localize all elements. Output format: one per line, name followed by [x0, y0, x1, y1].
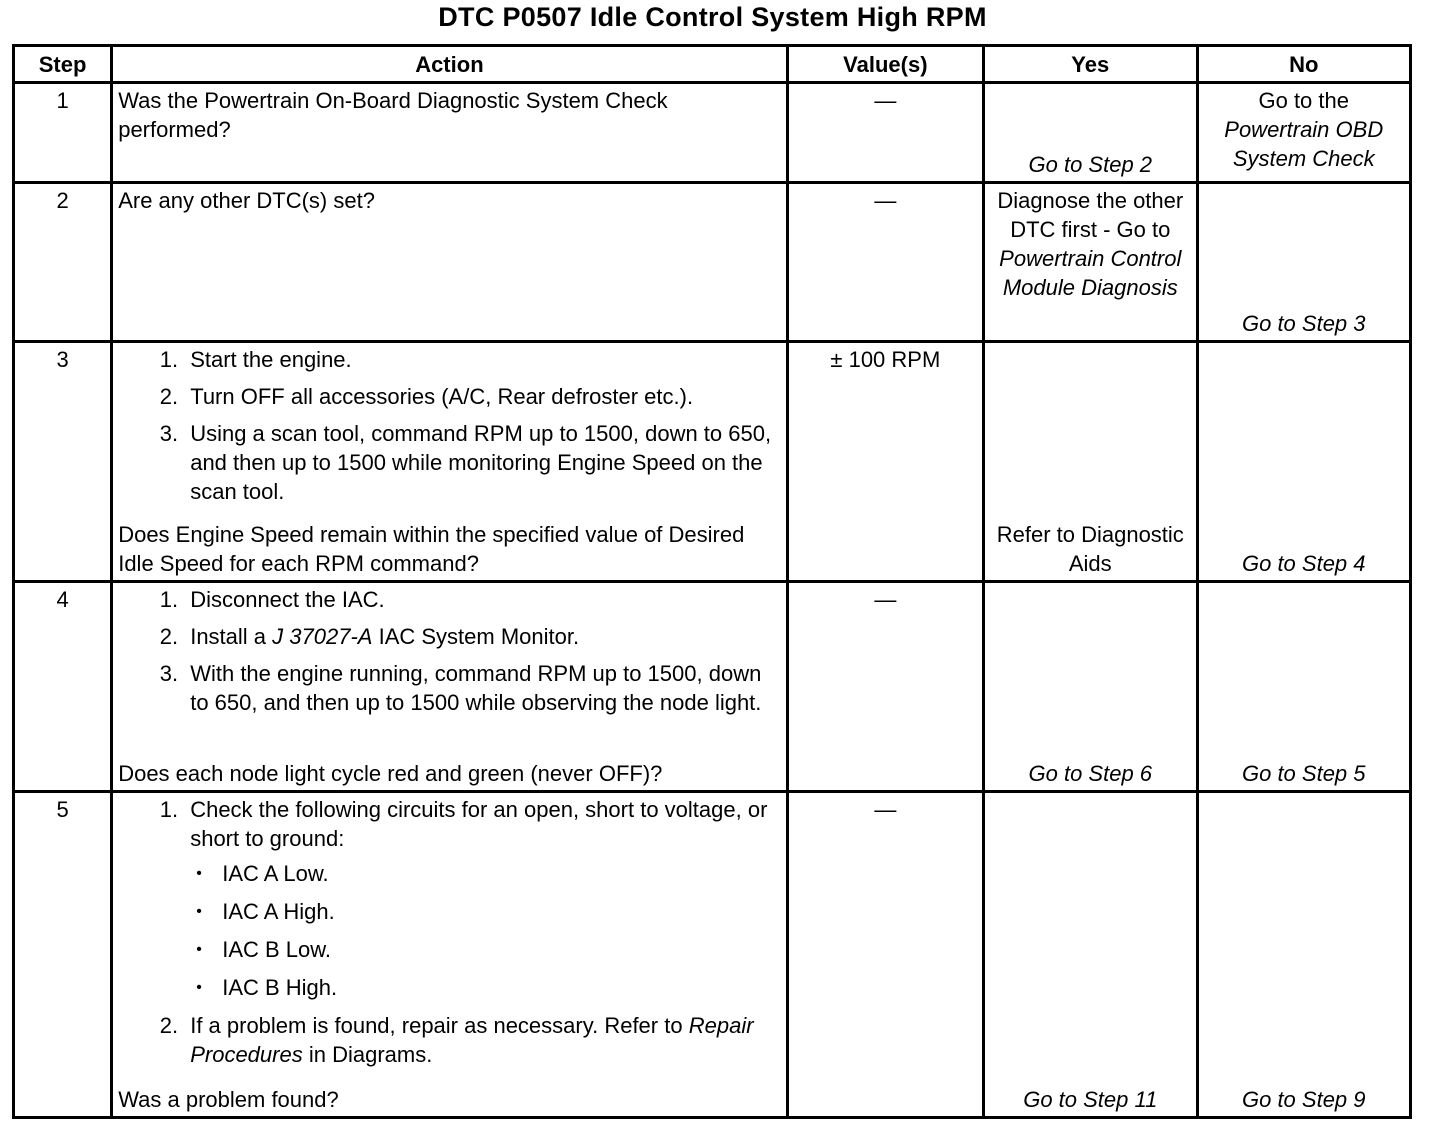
value-cell: ± 100 RPM: [787, 342, 983, 582]
no-cell: [1197, 582, 1411, 792]
action-steps: [118, 585, 780, 725]
table-row-step-1: [14, 83, 1411, 183]
yes-cell: [984, 582, 1197, 792]
action-question: Does Engine Speed remain within the specified value of Desired Idle Speed for each RPM command?: [118, 522, 745, 576]
no-goto-link[interactable]: Go to Step 4: [1241, 551, 1366, 576]
no-cell: [1197, 83, 1411, 183]
no-goto-link[interactable]: Go to Step 3: [1241, 311, 1366, 336]
action-step: 2. Turn OFF all accessories (A/C, Rear defroster etc.).: [184, 382, 780, 411]
value-cell: —: [787, 792, 983, 1118]
no-goto-link[interactable]: Go to Step 5: [1241, 761, 1366, 786]
action-cell: [112, 342, 787, 582]
header-yes: Yes: [984, 46, 1197, 83]
circuit-item: • IAC B Low.: [222, 935, 780, 964]
action-question: Was the Powertrain On-Board Diagnostic System Check performed?: [118, 88, 668, 142]
action-step: [184, 795, 780, 1002]
circuit-list: [190, 859, 780, 1002]
action-step-text: in Diagrams.: [308, 1042, 433, 1067]
step-number: 3: [14, 342, 112, 582]
no-cell: [1197, 183, 1411, 342]
action-cell: [112, 83, 787, 183]
diagnostic-table: [12, 44, 1412, 1119]
tool-number: J 37027-A: [272, 624, 373, 649]
value-cell: —: [787, 183, 983, 342]
yes-text: Diagnose the other DTC first - Go to: [997, 188, 1184, 242]
action-cell: [112, 183, 787, 342]
action-steps: [118, 345, 780, 514]
action-question: Was a problem found?: [118, 1087, 339, 1112]
action-question: Are any other DTC(s) set?: [118, 188, 375, 213]
yes-cell: [984, 83, 1197, 183]
step-number: 5: [14, 792, 112, 1118]
value-cell: —: [787, 582, 983, 792]
header-no: No: [1197, 46, 1411, 83]
yes-cell: [984, 342, 1197, 582]
header-action: Action: [112, 46, 787, 83]
header-step: Step: [14, 46, 112, 83]
action-step: [184, 1011, 780, 1069]
circuit-item: • IAC B High.: [222, 973, 780, 1002]
yes-goto-link[interactable]: Go to Step 2: [1028, 152, 1153, 177]
yes-goto-link[interactable]: Go to Step 11: [1023, 1087, 1158, 1112]
value-cell: —: [787, 83, 983, 183]
action-step-text: Install a: [190, 624, 267, 649]
no-cell: [1197, 342, 1411, 582]
yes-cell: [984, 183, 1197, 342]
no-cell: [1197, 792, 1411, 1118]
no-goto-link[interactable]: Go to Step 9: [1241, 1087, 1366, 1112]
yes-goto-link[interactable]: Powertrain Control Module Diagnosis: [999, 246, 1182, 300]
header-values: Value(s): [787, 46, 983, 83]
table-row-step-2: [14, 183, 1411, 342]
action-step-text: Check the following circuits for an open, short to voltage, or short to ground:: [190, 797, 768, 851]
page-title: DTC P0507 Idle Control System High RPM: [438, 2, 987, 32]
step-number: 4: [14, 582, 112, 792]
circuit-item: • IAC A High.: [222, 897, 780, 926]
action-cell: [112, 582, 787, 792]
circuit-item: • IAC A Low.: [222, 859, 780, 888]
repair-procedures-link[interactable]: Repair Procedures: [190, 1013, 754, 1067]
table-row-step-4: [14, 582, 1411, 792]
step-number: 2: [14, 183, 112, 342]
table-row-step-3: [14, 342, 1411, 582]
table-row-step-5: [14, 792, 1411, 1118]
no-goto-link[interactable]: Powertrain OBD System Check: [1224, 117, 1384, 171]
action-step-text: IAC System Monitor.: [378, 624, 580, 649]
no-text: Go to the: [1258, 88, 1349, 113]
table-header-row: [14, 46, 1411, 83]
action-steps: [118, 795, 780, 1077]
step-number: 1: [14, 83, 112, 183]
yes-goto-link[interactable]: Go to Step 6: [1028, 761, 1153, 786]
action-step-text: If a problem is found, repair as necessary. Refer to: [190, 1013, 683, 1038]
action-step: 1. Start the engine.: [184, 345, 780, 374]
action-step: [184, 622, 780, 651]
action-step: 3. With the engine running, command RPM up to 1500, down to 650, and then up to 1500 while observing the node light.: [184, 659, 780, 717]
action-step: 1. Disconnect the IAC.: [184, 585, 780, 614]
action-cell: [112, 792, 787, 1118]
action-step: 3. Using a scan tool, command RPM up to 1500, down to 650, and then up to 1500 while monitoring Engine Speed on the scan tool.: [184, 419, 780, 506]
yes-reference: Refer to Diagnostic Aids: [996, 522, 1184, 576]
action-question: Does each node light cycle red and green (never OFF)?: [118, 761, 663, 786]
yes-cell: [984, 792, 1197, 1118]
